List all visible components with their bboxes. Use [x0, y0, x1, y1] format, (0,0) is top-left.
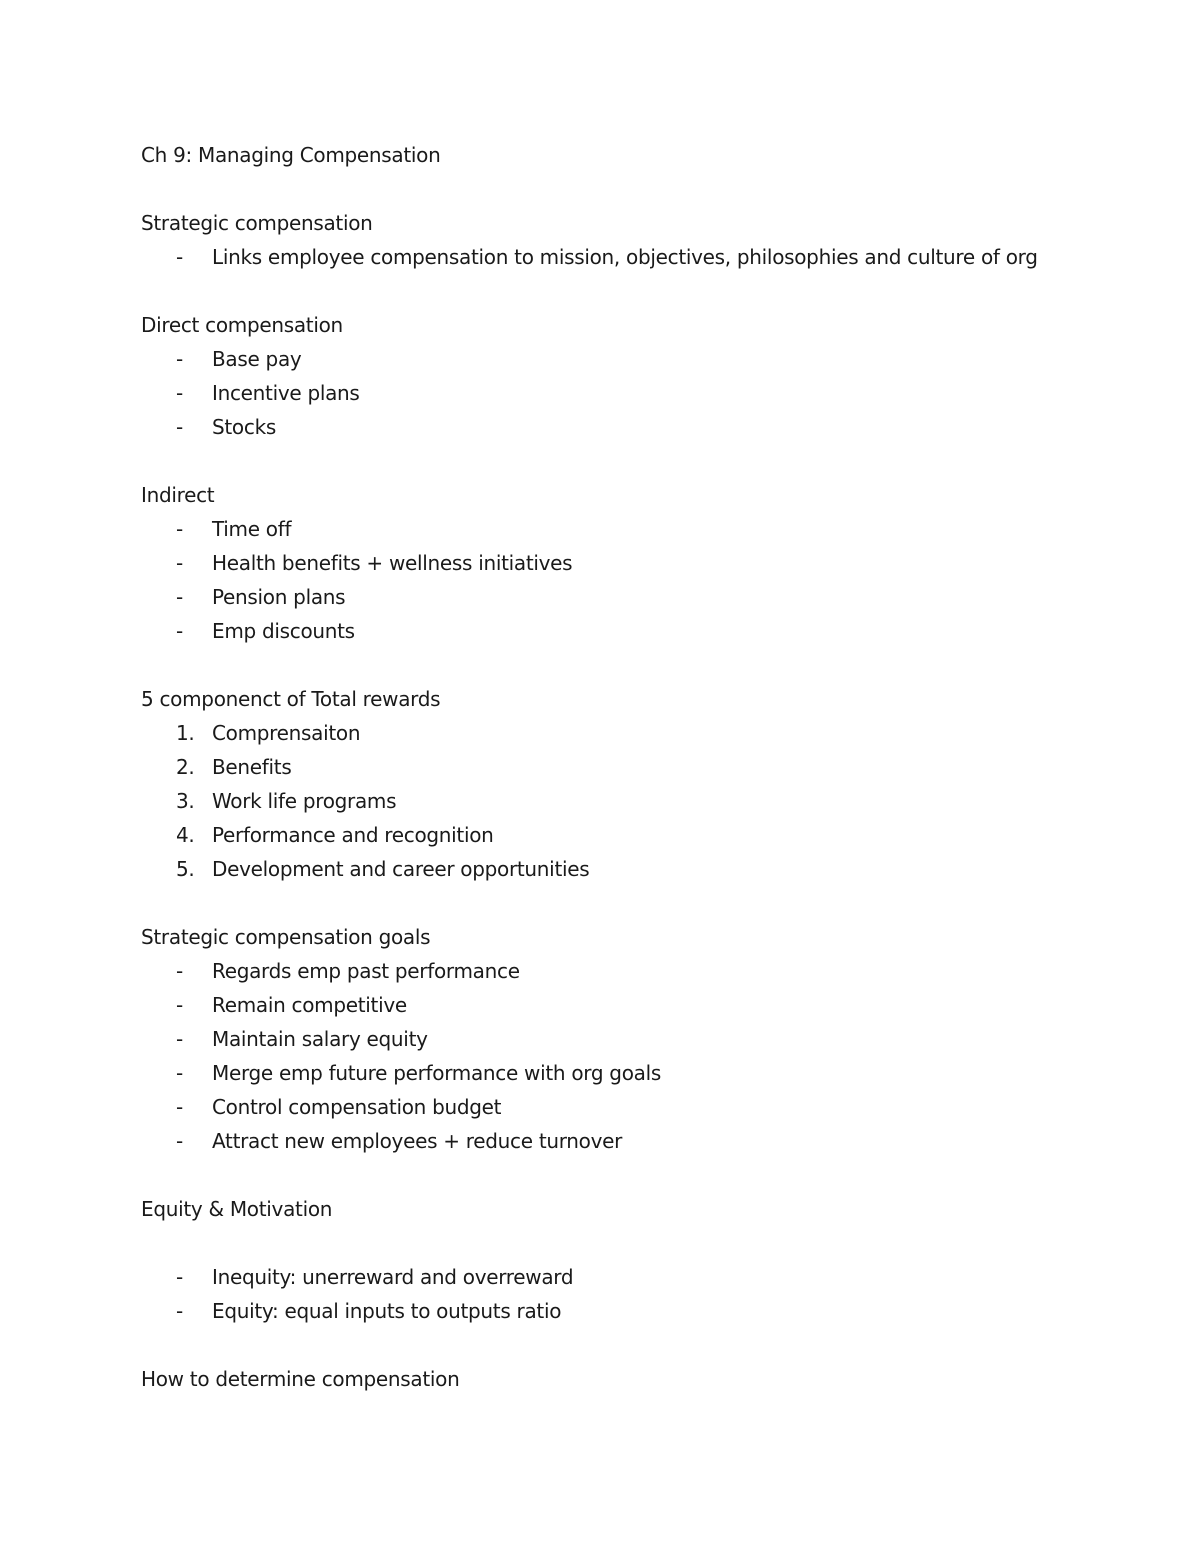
number-marker: 5.	[176, 857, 195, 881]
numbered-item-text: Comprensaiton	[212, 721, 361, 745]
list-item	[141, 1124, 1141, 1158]
list-item-text: Remain competitive	[212, 993, 407, 1017]
bullet-marker: -	[176, 517, 183, 541]
spacer	[141, 274, 1141, 308]
section-heading-indirect: Indirect	[141, 483, 215, 507]
bullet-marker: -	[176, 1129, 183, 1153]
spacer	[141, 886, 1141, 920]
document-page	[141, 138, 1141, 1396]
section-heading-equity: Equity & Motivation	[141, 1197, 333, 1221]
section-heading-direct: Direct compensation	[141, 313, 343, 337]
document-title: Ch 9: Managing Compensation	[141, 143, 441, 167]
list-item	[141, 1294, 1141, 1328]
bullet-marker: -	[176, 959, 183, 983]
bullet-marker: -	[176, 415, 183, 439]
bullet-marker: -	[176, 1061, 183, 1085]
list-item-text: Base pay	[212, 347, 302, 371]
list-item-text: Pension plans	[212, 585, 346, 609]
list-item	[141, 1260, 1141, 1294]
list-item-text: Control compensation budget	[212, 1095, 502, 1119]
section-heading-determine: How to determine compensation	[141, 1367, 460, 1391]
numbered-item-text: Benefits	[212, 755, 292, 779]
bullet-marker: -	[176, 381, 183, 405]
numbered-item	[141, 852, 1141, 886]
numbered-item-text: Work life programs	[212, 789, 397, 813]
list-item	[141, 954, 1141, 988]
list-item-text: Time off	[212, 517, 292, 541]
list-item-text: Incentive plans	[212, 381, 360, 405]
list-item	[141, 512, 1141, 546]
list-item	[141, 342, 1141, 376]
list-item	[141, 988, 1141, 1022]
numbered-item-text: Development and career opportunities	[212, 857, 590, 881]
bullet-marker: -	[176, 1265, 183, 1289]
spacer	[141, 1158, 1141, 1192]
list-item-text: Health benefits + wellness initiatives	[212, 551, 573, 575]
spacer	[141, 1328, 1141, 1362]
list-item	[141, 1090, 1141, 1124]
spacer	[141, 648, 1141, 682]
bullet-marker: -	[176, 551, 183, 575]
bullet-marker: -	[176, 1095, 183, 1119]
number-marker: 1.	[176, 721, 195, 745]
list-item-text: Attract new employees + reduce turnover	[212, 1129, 623, 1153]
section-heading-goals: Strategic compensation goals	[141, 925, 431, 949]
section-heading-strategic: Strategic compensation	[141, 211, 373, 235]
bullet-marker: -	[176, 619, 183, 643]
bullet-marker: -	[176, 585, 183, 609]
list-item	[141, 1056, 1141, 1090]
numbered-item	[141, 784, 1141, 818]
list-item	[141, 1022, 1141, 1056]
list-item-text: Stocks	[212, 415, 276, 439]
number-marker: 3.	[176, 789, 195, 813]
bullet-marker: -	[176, 245, 183, 269]
spacer	[141, 444, 1141, 478]
list-item-text: Inequity: unerreward and overreward	[212, 1265, 574, 1289]
list-item-text: Merge emp future performance with org goals	[212, 1061, 661, 1085]
bullet-marker: -	[176, 347, 183, 371]
bullet-marker: -	[176, 993, 183, 1017]
list-item-text: Equity: equal inputs to outputs ratio	[212, 1299, 562, 1323]
bullet-marker: -	[176, 1299, 183, 1323]
spacer	[141, 1226, 1141, 1260]
numbered-item	[141, 750, 1141, 784]
list-item	[141, 546, 1141, 580]
spacer	[141, 172, 1141, 206]
numbered-item	[141, 818, 1141, 852]
numbered-item-text: Performance and recognition	[212, 823, 494, 847]
list-item	[141, 614, 1141, 648]
number-marker: 2.	[176, 755, 195, 779]
list-item	[141, 580, 1141, 614]
numbered-item	[141, 716, 1141, 750]
list-item	[141, 410, 1141, 444]
list-item	[141, 376, 1141, 410]
section-heading-total-rewards: 5 componenct of Total rewards	[141, 687, 441, 711]
bullet-marker: -	[176, 1027, 183, 1051]
list-item-text: Links employee compensation to mission, objectives, philosophies and culture of org	[212, 245, 1038, 269]
list-item-text: Emp discounts	[212, 619, 355, 643]
list-item	[141, 240, 1141, 274]
list-item-text: Maintain salary equity	[212, 1027, 428, 1051]
list-item-text: Regards emp past performance	[212, 959, 520, 983]
number-marker: 4.	[176, 823, 195, 847]
